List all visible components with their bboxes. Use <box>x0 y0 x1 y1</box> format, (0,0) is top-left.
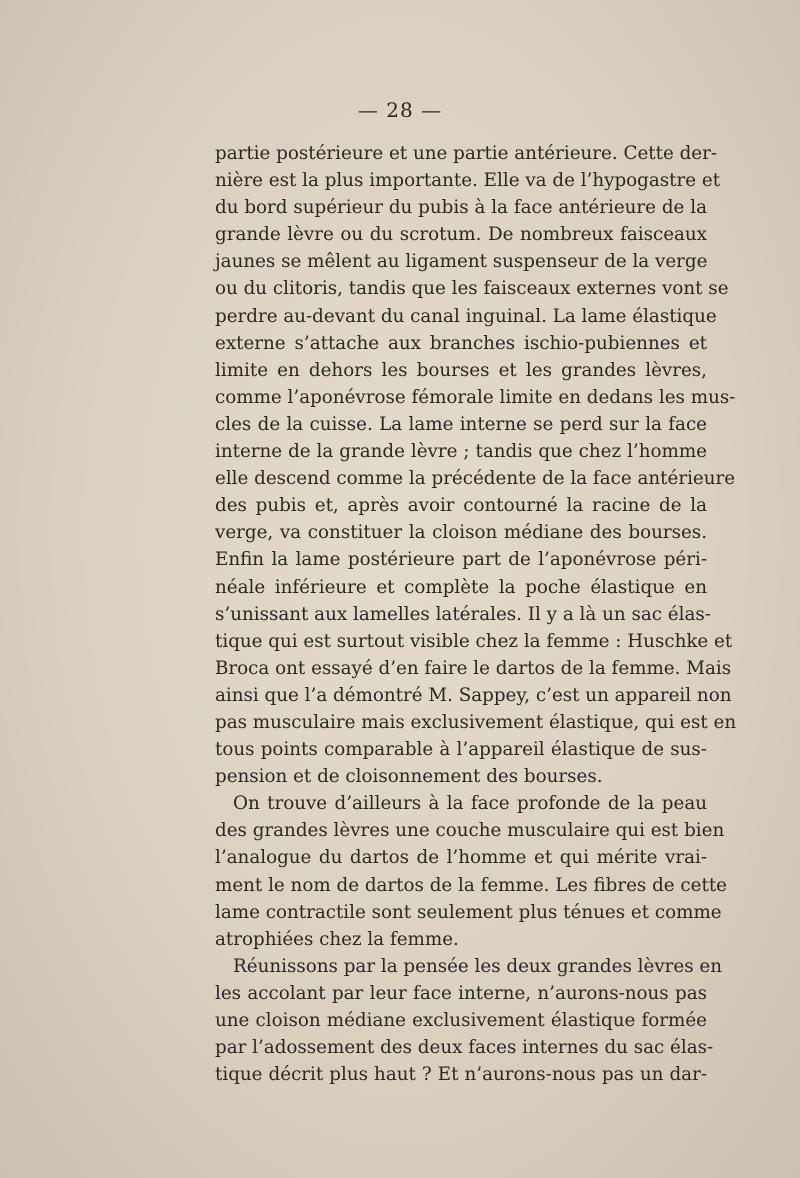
text-line: Réunissons par la pensée les deux grandes lèvres en <box>233 955 722 977</box>
text-line: tique qui est surtout visible chez la femme : Huschke et <box>215 630 733 652</box>
text-line: ment le nom de dartos de la femme. Les fibres de cette <box>215 874 727 896</box>
text-line: grande lèvre ou du scrotum. De nombreux faisceaux <box>215 224 707 246</box>
text-line: tique décrit plus haut ? Et n’aurons-nous pas un dar- <box>215 1064 707 1086</box>
text-line: pension et de cloisonnement des bourses. <box>215 766 603 788</box>
page-number: — 28 — <box>357 98 443 122</box>
text-line: nière est la plus importante. Elle va de l’hypogastre et <box>215 170 721 192</box>
text-line: lame contractile sont seulement plus ténues et comme <box>215 901 722 923</box>
text-line: atrophiées chez la femme. <box>215 928 459 950</box>
text-line: les accolant par leur face interne, n’aurons-nous pas <box>215 982 707 1004</box>
text-line: pas musculaire mais exclusivement élastique, qui est en <box>215 711 737 733</box>
text-line: partie postérieure et une partie antérieure. Cette der- <box>215 143 718 164</box>
text-line: Broca ont essayé d’en faire le dartos de la femme. Mais <box>215 657 732 679</box>
text-line: l’analogue du dartos de l’homme et qui mérite vrai- <box>215 847 707 869</box>
text-line: par l’adossement des deux faces internes du sac élas- <box>215 1037 714 1059</box>
text-line: externe s’attache aux branches ischio-pubiennes et <box>215 332 707 354</box>
text-line: cles de la cuisse. La lame interne se perd sur la face <box>215 413 707 435</box>
text-line: néale inférieure et complète la poche élastique en <box>215 576 707 598</box>
text-line: ainsi que l’a démontré M. Sappey, c’est un appareil non <box>215 684 732 706</box>
text-line: du bord supérieur du pubis à la face antérieure de la <box>215 197 707 219</box>
text-line: ou du clitoris, tandis que les faisceaux externes vont se <box>215 278 729 300</box>
body-text <box>215 140 737 1088</box>
text-line: verge, va constituer la cloison médiane des bourses. <box>215 522 707 544</box>
text-line: une cloison médiane exclusivement élastique formée <box>215 1010 707 1031</box>
text-line: comme l’aponévrose fémorale limite en dedans les mus- <box>215 386 736 408</box>
text-line: jaunes se mêlent au ligament suspenseur de la verge <box>215 251 708 273</box>
text-line: limite en dehors les bourses et les grandes lèvres, <box>215 359 707 381</box>
text-line: On trouve d’ailleurs à la face profonde de la peau <box>233 793 707 815</box>
text-line: s’unissant aux lamelles latérales. Il y a là un sac élas- <box>215 603 711 625</box>
text-line: elle descend comme la précédente de la face antérieure <box>215 468 736 490</box>
text-line: des grandes lèvres une couche musculaire qui est bien <box>215 820 725 842</box>
text-line: perdre au-devant du canal inguinal. La lame élastique <box>215 305 717 327</box>
text-line: tous points comparable à l’appareil élastique de sus- <box>215 739 707 761</box>
text-line: Enfin la lame postérieure part de l’aponévrose péri- <box>215 549 707 571</box>
text-line: interne de la grande lèvre ; tandis que chez l’homme <box>215 441 707 463</box>
text-line: des pubis et, après avoir contourné la racine de la <box>215 495 707 517</box>
